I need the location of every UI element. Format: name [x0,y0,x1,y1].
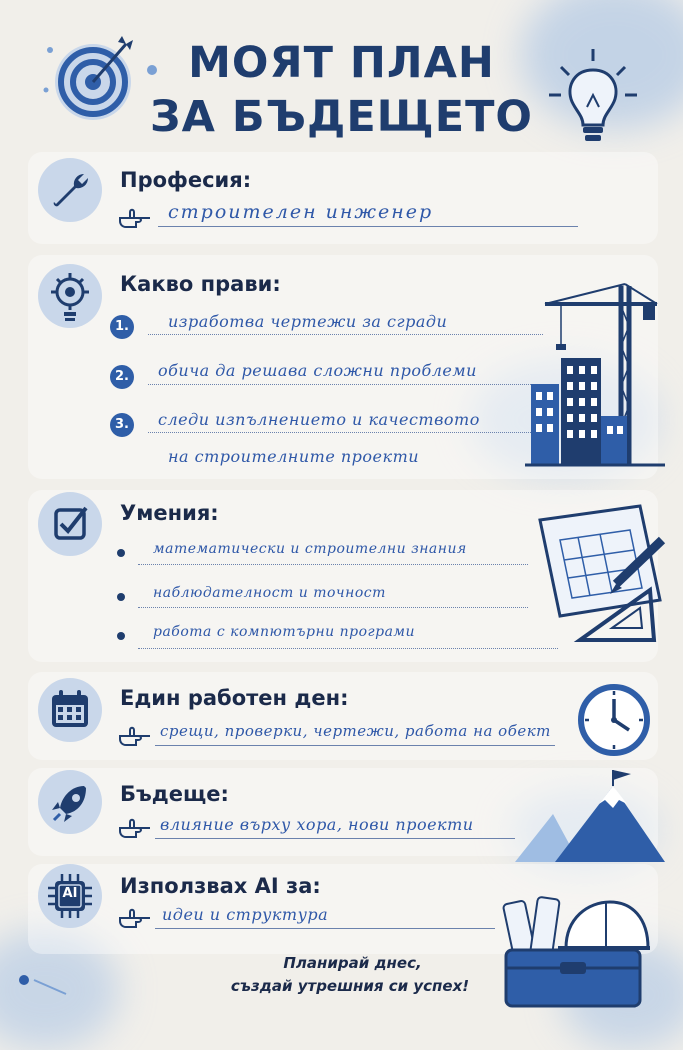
future-value: влияние върху хора, нови проекти [160,815,474,834]
gear-lightbulb-icon [38,264,102,328]
rocket-icon [38,770,102,834]
skills-item-2: наблюдателност и точност [153,585,386,601]
mountain-flag-icon [515,768,665,864]
crane-buildings-icon [525,276,665,472]
what-item-3-number: 3. [110,413,134,437]
what-item-3-continuation: на строителните проекти [168,447,420,466]
skills-label: Умения: [120,501,219,525]
wrench-icon [38,158,102,222]
slogan-line2: създай утрешния си успех! [230,977,470,995]
skills-bullet-2 [117,593,125,601]
slogan-line1: Планирай днес, [283,954,422,972]
what-item-3-line [148,432,543,433]
checkbox-icon [38,492,102,556]
decorative-dots-icon [14,966,74,1006]
skills-item-2-line [138,607,528,608]
what-item-2-number: 2. [110,365,134,389]
ai-value: идеи и структура [162,905,329,924]
future-label: Бъдеще: [120,782,229,806]
ai-chip-text: AI [62,886,78,901]
what-item-1-number: 1. [110,315,134,339]
clock-icon [576,682,652,758]
ai-chip-icon [38,864,102,928]
skills-item-1: математически и строителни знания [153,541,467,557]
skills-item-1-line [138,564,528,565]
day-value: срещи, проверки, чертежи, работа на обект [160,722,551,740]
day-label: Един работен ден: [120,686,349,710]
day-underline [155,745,555,746]
skills-item-3-line [138,648,558,649]
page-title-line2: ЗА БЪДЕЩЕТО [150,92,533,142]
what-label: Какво прави: [120,272,281,296]
pointing-hand-icon [118,726,152,748]
page-title-line1: МОЯТ ПЛАН [188,38,495,88]
skills-bullet-3 [117,632,125,640]
ai-label: Използвах AI за: [120,874,321,898]
pointing-hand-icon [118,908,152,930]
section-profession [28,152,658,244]
profession-label: Професия: [120,168,252,192]
pointing-hand-icon [118,818,152,840]
skills-item-3: работа с компютърни програми [153,624,416,640]
blueprint-ruler-pencil-icon [520,500,670,650]
what-item-1-line [148,334,543,335]
profession-underline [158,226,578,227]
what-item-2-text: обича да решава сложни проблеми [158,361,477,380]
profession-value: строителен инженер [168,201,434,223]
calendar-icon [38,678,102,742]
toolbox-helmet-icon [498,888,658,1016]
ai-underline [155,928,495,929]
what-item-1-text: изработва чертежи за сгради [168,312,448,331]
what-item-3-text: следи изпълнението и качеството [158,410,480,429]
future-underline [155,838,515,839]
pointing-hand-icon [118,208,152,230]
what-item-2-line [148,384,543,385]
skills-bullet-1 [117,549,125,557]
